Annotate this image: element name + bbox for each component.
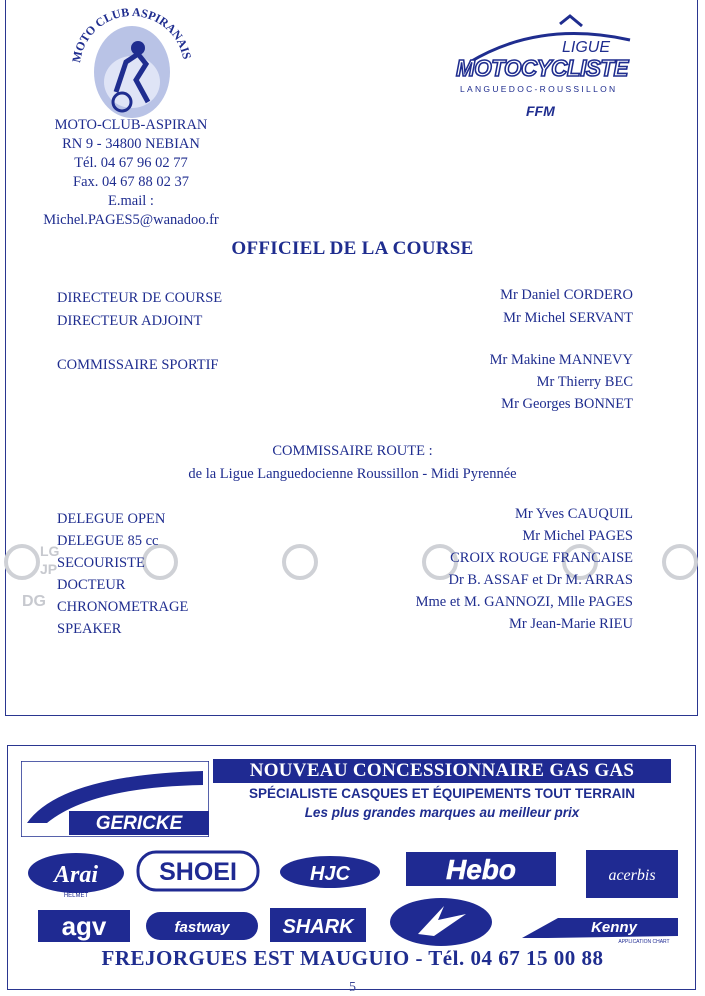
name-commissaire-1: Mr Makine MANNEVY [489,352,633,368]
shark-text: SHARK [282,916,354,938]
hebo-logo [406,852,556,886]
moto-club-logo [66,2,198,122]
commissaire-route-title: COMMISSAIRE ROUTE : [272,443,433,459]
club-email: Michel.PAGES5@wanadoo.fr [43,212,219,228]
fastway-logo [144,910,260,942]
name-delegue-open: Mr Yves CAUQUIL [514,506,633,522]
club-fax: Fax. 04 67 88 02 37 [73,174,189,190]
club-email-label: E.mail : [108,193,154,209]
role-directeur-adjoint: DIRECTEUR ADJOINT [57,313,203,329]
role-secouriste: SECOURISTE [57,555,145,571]
role-docteur: DOCTEUR [57,577,126,593]
role-delegue-85: DELEGUE 85 cc [57,533,159,549]
kenny-text: Kenny [591,919,637,936]
role-speaker: SPEAKER [57,621,122,637]
hjc-logo [278,854,382,890]
club-name: MOTO-CLUB-ASPIRAN [54,117,208,133]
ligue-region: LANGUEDOC-ROUSSILLON [460,84,618,94]
ligue-word: LIGUE [562,39,611,56]
page-number: 5 [349,980,356,995]
ligue-motocycliste-logo [450,10,650,120]
fastway-text: fastway [174,919,230,936]
name-directeur-adjoint: Mr Michel SERVANT [503,310,633,326]
commissaire-route-subtitle: de la Ligue Languedocienne Roussillon - Midi Pyrennée [188,466,517,482]
hebo-text: Hebo [446,854,516,885]
acerbis-text: acerbis [608,867,656,884]
name-commissaire-2: Mr Thierry BEC [536,374,633,390]
arai-text: Arai [53,862,99,888]
agv-text: agv [61,911,107,941]
agv-logo [38,910,130,942]
ad-slogan: Les plus grandes marques au meilleur prix [304,805,580,820]
role-directeur-course: DIRECTEUR DE COURSE [57,290,223,306]
watermark-dg: DG [22,593,46,610]
hjc-text: HJC [309,863,351,885]
moto-club-logo-text: MOTO CLUB ASPIRANAIS [69,4,195,64]
background-ghost-text: ​ [368,21,372,73]
name-speaker: Mr Jean-Marie RIEU [508,616,633,632]
watermark-lg: LG [40,543,60,559]
name-delegue-85: Mr Michel PAGES [522,528,633,544]
advertisement-box [7,745,696,990]
ad-footer-address: FREJORGUES EST MAUGUIO - Tél. 04 67 15 00 88 [101,946,604,970]
name-docteur: Dr B. ASSAF et Dr M. ARRAS [448,572,633,588]
role-commissaire-sportif: COMMISSAIRE SPORTIF [57,357,219,373]
watermark-jp: JP [40,561,58,577]
role-chronometrage: CHRONOMETRAGE [57,599,189,615]
acerbis-logo [586,850,678,898]
name-directeur-course: Mr Daniel CORDERO [500,287,633,303]
kenny-logo [518,914,680,944]
alpinestars-logo [388,896,494,948]
role-delegue-open: DELEGUE OPEN [57,511,166,527]
moto-word: MOTOCYCLISTE [456,55,630,81]
name-commissaire-3: Mr Georges BONNET [501,396,633,412]
ffm-logo: FFM [526,103,555,119]
club-tel: Tél. 04 67 96 02 77 [74,155,188,171]
shoei-logo [136,850,260,892]
gericke-logo [21,761,209,837]
gericke-text: GERICKE [95,813,183,834]
arai-subtext: HELMET [63,893,89,898]
shark-logo [270,908,366,942]
kenny-subtext: APPLICATION CHART [618,939,670,944]
club-address: RN 9 - 34800 NEBIAN [62,136,200,152]
name-secouriste: CROIX ROUGE FRANCAISE [450,550,633,566]
ad-specialist: SPÉCIALISTE CASQUES ET ÉQUIPEMENTS TOUT TERRAIN [248,786,636,801]
ad-headline: NOUVEAU CONCESSIONNAIRE GAS GAS [213,759,671,783]
name-chronometrage: Mme et M. GANNOZI, Mlle PAGES [415,594,633,610]
shoei-text: SHOEI [159,858,237,886]
page-title: OFFICIEL DE LA COURSE [231,238,474,259]
arai-logo [26,852,126,898]
club-contact [10,116,252,230]
